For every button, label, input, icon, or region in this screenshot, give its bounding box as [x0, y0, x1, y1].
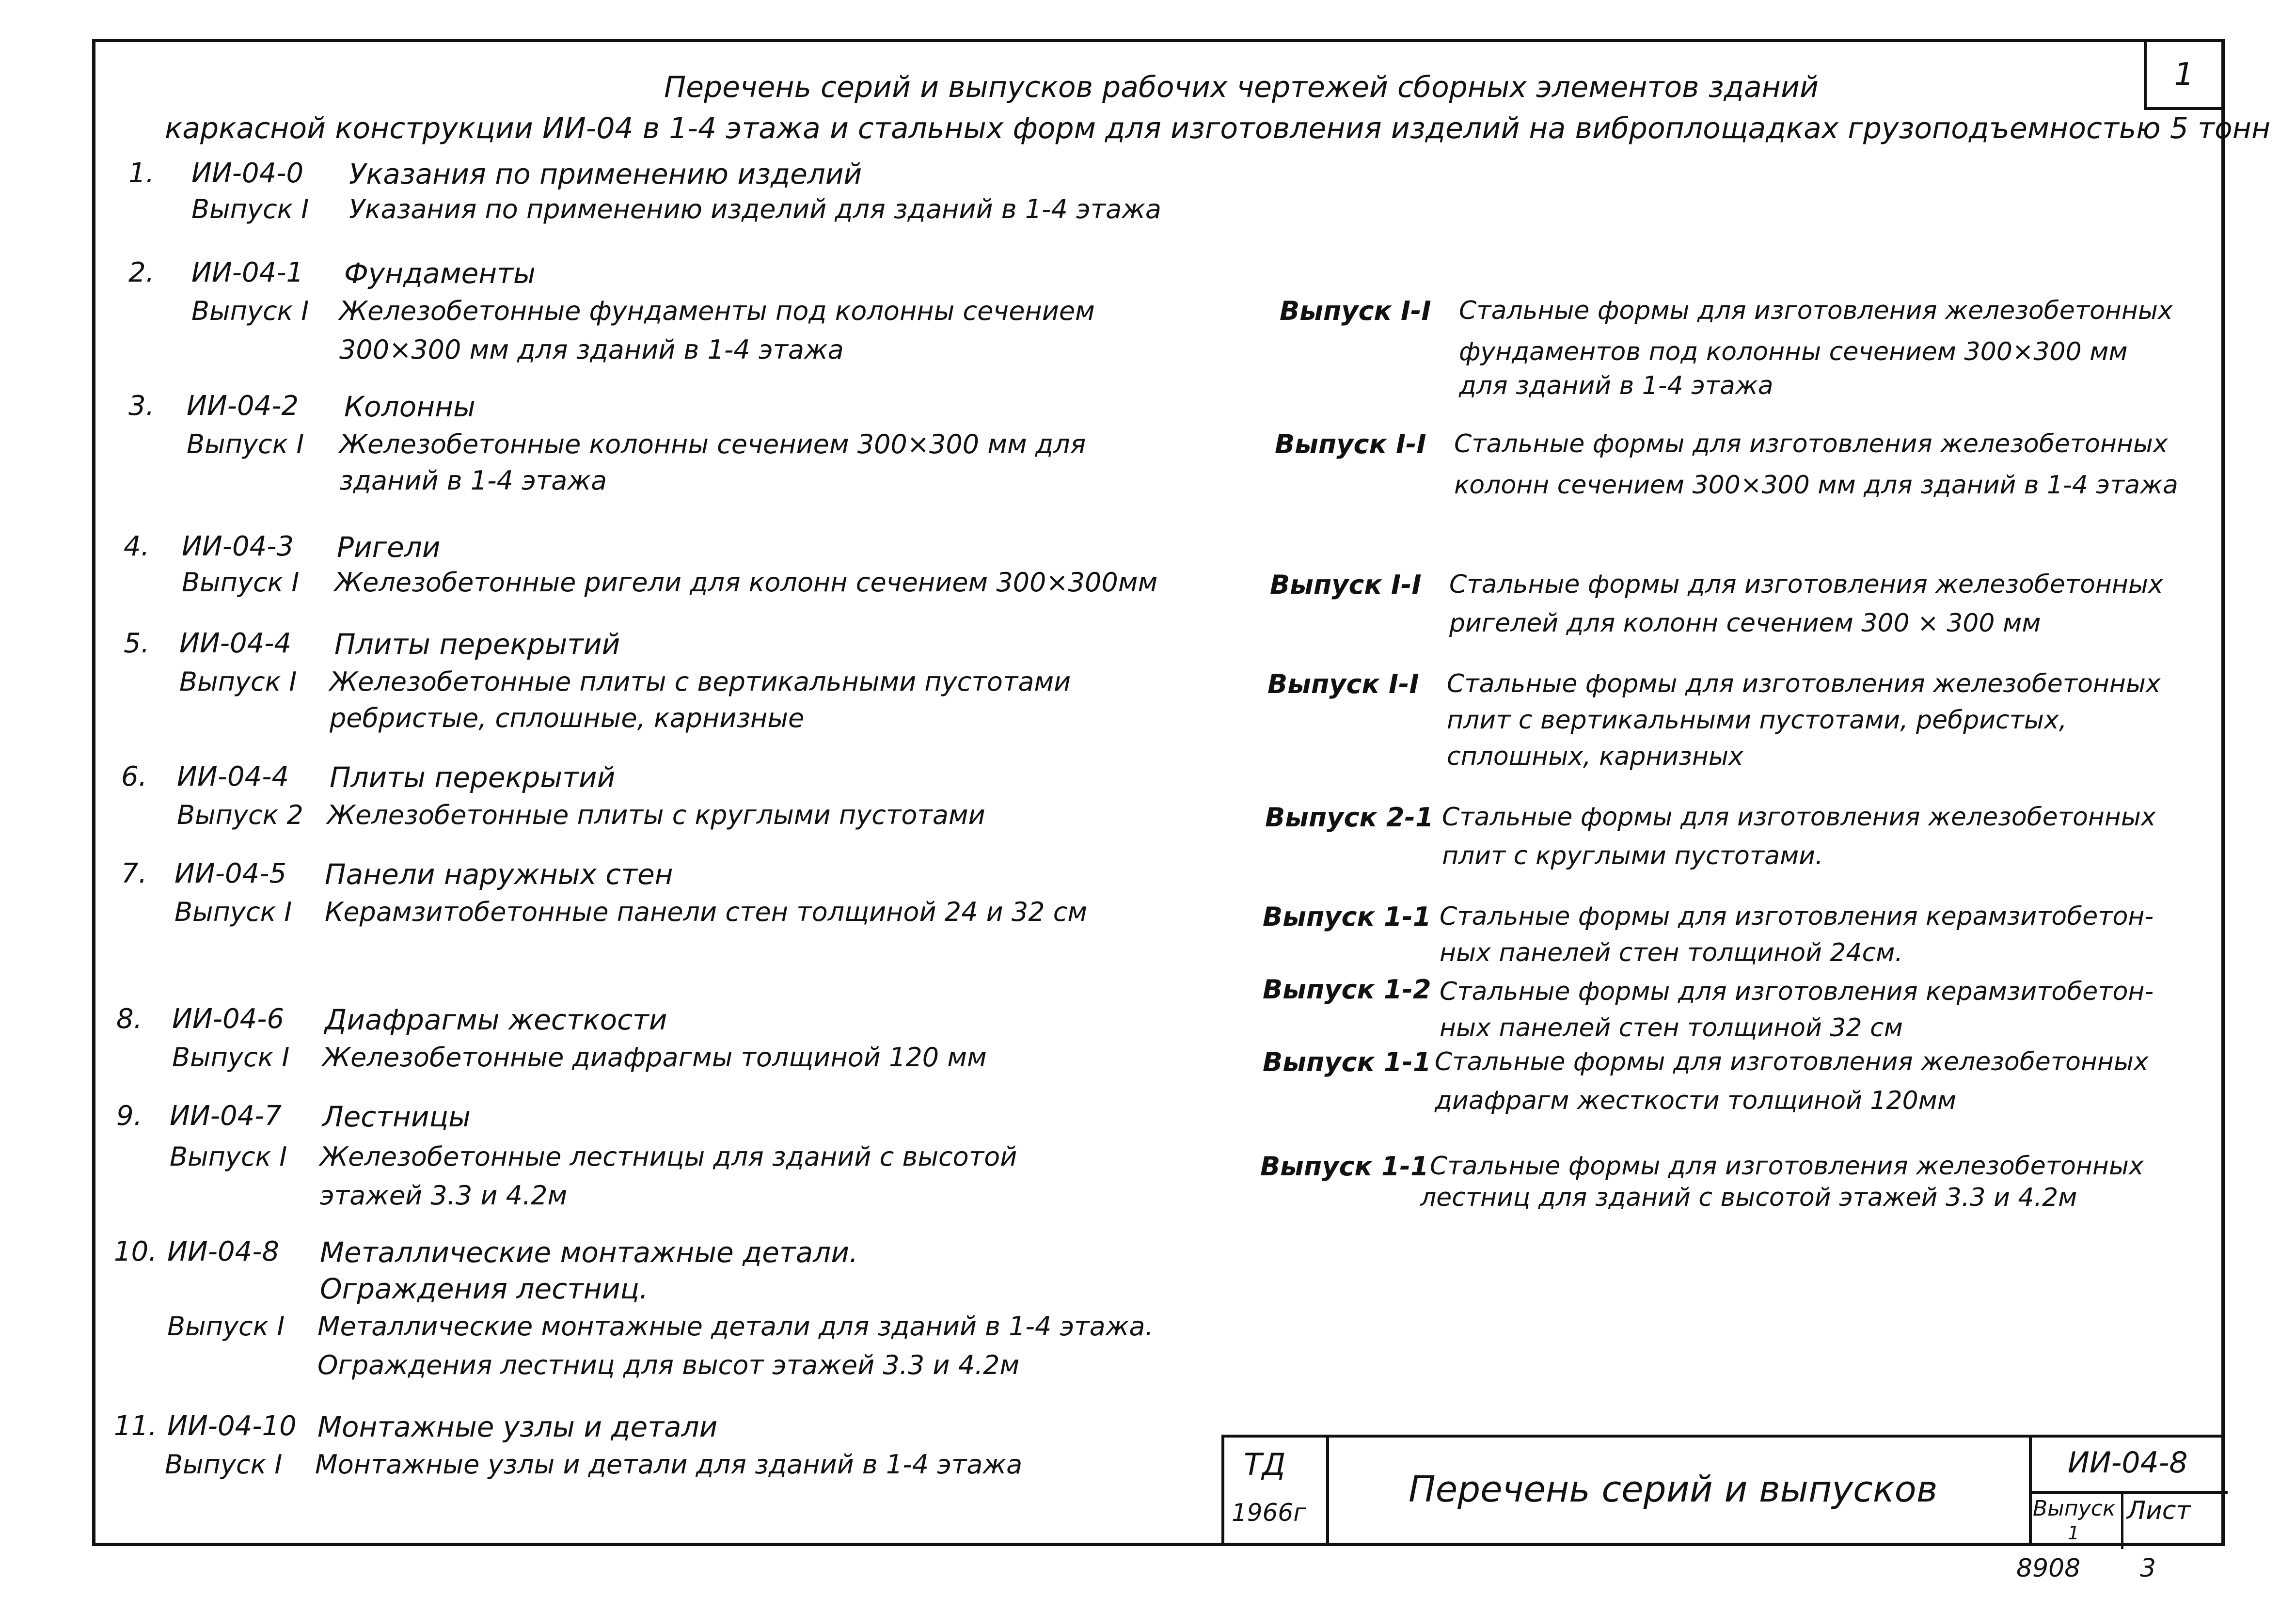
organization-code: ТД	[1244, 1447, 1286, 1482]
issue-text: Керамзитобетонные панели стен толщиной 24 и 32 см	[325, 897, 1088, 927]
form-issue-label: Выпуск I-I	[1280, 296, 1431, 326]
title-block-divider	[2029, 1491, 2228, 1494]
issue-label: Выпуск I	[167, 1311, 285, 1342]
form-text: колонн сечением 300×300 мм для зданий в 1-4 этажа	[1454, 471, 2178, 500]
issue-text: ребристые, сплошные, карнизные	[330, 703, 805, 733]
form-text: Стальные формы для изготовления железобетонных	[1435, 1047, 2149, 1076]
form-text: Стальные формы для изготовления железобетонных	[1430, 1152, 2144, 1181]
form-issue-label: Выпуск 1-1	[1260, 1151, 1429, 1182]
form-text: ных панелей стен толщиной 24см.	[1440, 938, 1903, 967]
item-number: 8.	[116, 1003, 143, 1035]
series-code: ИИ-04-8	[2068, 1446, 2188, 1480]
issue-text: Железобетонные плиты с вертикальными пустотами	[330, 666, 1071, 697]
item-code: ИИ-04-0	[191, 158, 304, 189]
header-line-1: Перечень серий и выпусков рабочих чертежей сборных элементов зданий	[664, 70, 1819, 104]
item-number: 9.	[116, 1100, 143, 1132]
archive-number: 8908	[2016, 1554, 2081, 1583]
issue-label: Выпуск I	[174, 897, 292, 927]
item-code: ИИ-04-6	[172, 1003, 285, 1035]
item-name: Диафрагмы жесткости	[325, 1003, 667, 1036]
issue-label: Выпуск I	[172, 1042, 290, 1073]
form-issue-label: Выпуск 1-1	[1263, 1047, 1431, 1077]
form-text: ных панелей стен толщиной 32 см	[1440, 1013, 1903, 1043]
item-code: ИИ-04-4	[177, 761, 289, 792]
issue-text: Указания по применению изделий для зданий в 1-4 этажа	[349, 194, 1161, 224]
form-issue-label: Выпуск 1-1	[1263, 901, 1431, 932]
item-name: Фундаменты	[344, 257, 536, 290]
item-name-2: Ограждения лестниц.	[320, 1272, 649, 1305]
sheet-column-label: Лист	[2127, 1496, 2191, 1525]
year: 1966г	[1232, 1499, 1306, 1527]
item-name: Металлические монтажные детали.	[320, 1236, 858, 1269]
issue-column-label: Выпуск	[2033, 1496, 2116, 1521]
item-number: 11.	[114, 1410, 158, 1442]
issue-label: Выпуск I	[187, 429, 304, 459]
item-number: 3.	[128, 390, 155, 422]
issue-text: Монтажные узлы и детали для зданий в 1-4 этажа	[315, 1449, 1023, 1480]
sheet-number: 1	[2174, 57, 2194, 93]
form-text: Стальные формы для изготовления железобетонных	[1454, 429, 2168, 459]
form-issue-label: Выпуск I-I	[1267, 669, 1419, 699]
title-block-title: Перечень серий и выпусков	[1409, 1469, 1938, 1510]
page-number: 3	[2140, 1554, 2156, 1583]
item-name: Колонны	[344, 390, 475, 423]
issue-text: Железобетонные колонны сечением 300×300 мм для	[339, 429, 1086, 459]
item-code: ИИ-04-3	[182, 531, 294, 562]
issue-value: 1	[2068, 1522, 2080, 1544]
item-code: ИИ-04-10	[167, 1410, 297, 1442]
issue-text: зданий в 1-4 этажа	[339, 465, 607, 496]
item-code: ИИ-04-5	[174, 858, 287, 889]
form-text: для зданий в 1-4 этажа	[1459, 371, 1773, 400]
form-text: Стальные формы для изготовления железобетонных	[1449, 570, 2163, 599]
form-text: диафрагм жесткости толщиной 120мм	[1435, 1086, 1957, 1115]
item-number: 2.	[128, 257, 155, 288]
item-name: Лестницы	[322, 1100, 471, 1133]
issue-label: Выпуск 2	[177, 800, 303, 830]
form-text: плит с круглыми пустотами.	[1442, 841, 1823, 870]
item-number: 5.	[124, 628, 150, 659]
issue-text: 300×300 мм для зданий в 1-4 этажа	[339, 334, 844, 365]
item-number: 7.	[121, 858, 147, 889]
title-block-divider	[1326, 1438, 1329, 1546]
item-number: 10.	[114, 1236, 158, 1267]
issue-label: Выпуск I	[170, 1141, 287, 1172]
issue-text: Железобетонные диафрагмы толщиной 120 мм	[322, 1042, 987, 1073]
issue-text: Железобетонные фундаменты под колонны сечением	[339, 296, 1095, 326]
item-name: Монтажные узлы и детали	[317, 1410, 718, 1443]
issue-text: Железобетонные ригели для колонн сечением 300×300мм	[334, 567, 1158, 598]
form-text: сплошных, карнизных	[1447, 742, 1743, 771]
form-text: Стальные формы для изготовления железобетонных	[1442, 803, 2156, 832]
form-text: Стальные формы для изготовления железобетонных	[1447, 669, 2161, 698]
item-code: ИИ-04-1	[191, 257, 304, 288]
form-text: лестниц для зданий с высотой этажей 3.3 и 4.2м	[1420, 1183, 2077, 1212]
issue-text: Ограждения лестниц для высот этажей 3.3 и 4.2м	[317, 1350, 1020, 1380]
form-text: Стальные формы для изготовления керамзитобетон-	[1440, 902, 2154, 931]
item-code: ИИ-04-8	[167, 1236, 280, 1267]
item-number: 6.	[121, 761, 147, 792]
issue-label: Выпуск I	[191, 296, 309, 326]
form-text: Стальные формы для изготовления керамзитобетон-	[1440, 977, 2154, 1006]
item-code: ИИ-04-7	[170, 1100, 282, 1132]
item-code: ИИ-04-4	[179, 628, 292, 659]
item-name: Плиты перекрытий	[334, 628, 620, 661]
item-code: ИИ-04-2	[187, 390, 299, 422]
form-text: фундаментов под колонны сечением 300×300 мм	[1459, 337, 2128, 366]
issue-text: Железобетонные плиты с круглыми пустотами	[327, 800, 985, 830]
form-issue-label: Выпуск I-I	[1275, 429, 1426, 459]
item-name: Указания по применению изделий	[349, 158, 862, 190]
sheet-number-box	[2144, 42, 2221, 110]
form-issue-label: Выпуск I-I	[1270, 569, 1422, 600]
item-name: Ригели	[337, 531, 441, 564]
item-name: Панели наружных стен	[325, 858, 673, 891]
issue-label: Выпуск I	[179, 666, 297, 697]
header-line-2: каркасной конструкции ИИ-04 в 1-4 этажа и стальных форм для изготовления изделий на виброплощадках грузоподъемностью 5 тонн	[165, 111, 2271, 145]
form-text: ригелей для колонн сечением 300 × 300 мм	[1449, 609, 2041, 638]
title-block-divider	[2121, 1491, 2123, 1549]
form-text: Стальные формы для изготовления железобетонных	[1459, 296, 2173, 325]
item-number: 4.	[124, 531, 150, 562]
form-text: плит с вертикальными пустотами, ребристых,	[1447, 706, 2067, 735]
item-number: 1.	[128, 158, 155, 189]
issue-text: этажей 3.3 и 4.2м	[320, 1180, 568, 1211]
issue-label: Выпуск I	[191, 194, 309, 224]
item-name: Плиты перекрытий	[330, 761, 616, 794]
issue-text: Металлические монтажные детали для зданий в 1-4 этажа.	[317, 1311, 1154, 1342]
issue-label: Выпуск I	[182, 567, 300, 598]
title-block	[1221, 1435, 2225, 1546]
form-issue-label: Выпуск 2-1	[1265, 802, 1434, 833]
issue-text: Железобетонные лестницы для зданий с высотой	[320, 1141, 1017, 1172]
issue-label: Выпуск I	[165, 1449, 283, 1480]
form-issue-label: Выпуск 1-2	[1263, 974, 1431, 1005]
